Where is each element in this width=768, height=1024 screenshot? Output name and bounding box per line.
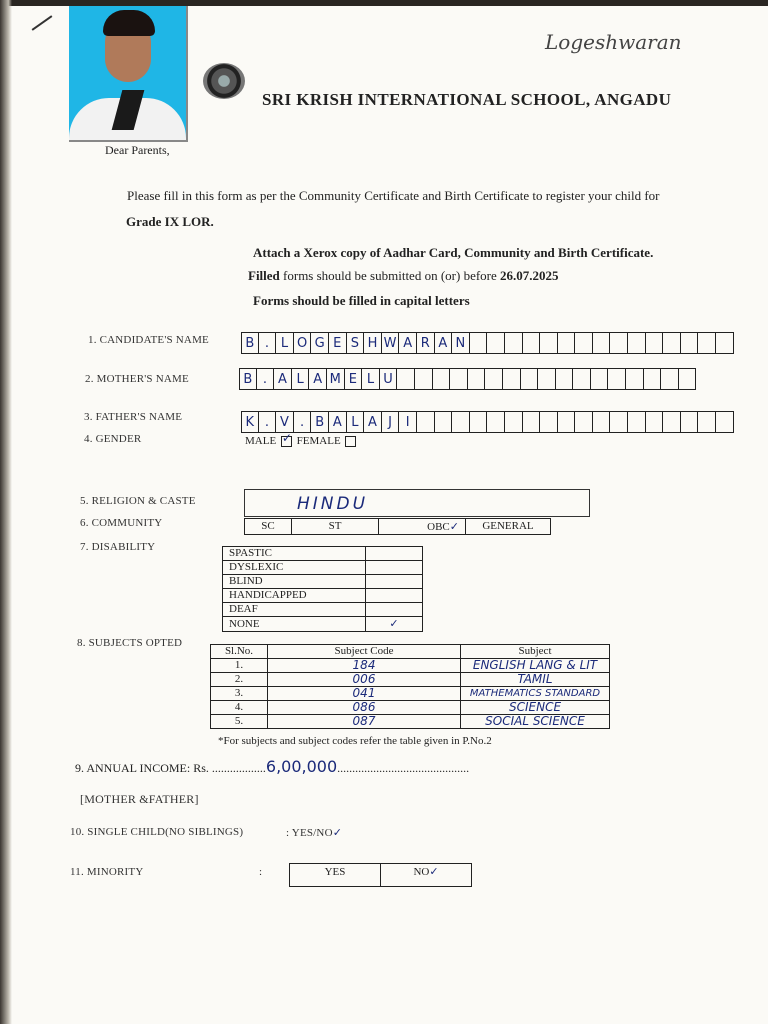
disability-check-cell[interactable] (366, 617, 423, 632)
row-number: 3. (211, 687, 268, 701)
letter-box[interactable] (628, 332, 646, 354)
letter-box[interactable] (626, 368, 644, 390)
disability-option: BLIND (223, 575, 366, 589)
letter-box[interactable] (523, 332, 541, 354)
community-option-selected[interactable]: OBC✓ (379, 519, 466, 535)
letter-box[interactable] (540, 411, 558, 433)
check-icon: ✓ (449, 519, 459, 533)
annual-income-line (75, 757, 469, 776)
disability-check-cell[interactable] (366, 603, 423, 617)
letter-box[interactable]: I (399, 411, 417, 433)
letter-box[interactable]: W (382, 332, 400, 354)
subject-code[interactable]: 041 (268, 687, 461, 701)
letter-box[interactable] (523, 411, 541, 433)
table-row (211, 715, 610, 729)
disability-check-cell[interactable] (366, 561, 423, 575)
letter-box[interactable] (663, 332, 681, 354)
disability-check-cell[interactable] (366, 575, 423, 589)
letter-box[interactable] (608, 368, 626, 390)
candidate-name-label: 1. CANDIDATE'S NAME (88, 334, 209, 346)
letter-box[interactable]: A (309, 368, 327, 390)
letter-box[interactable] (716, 332, 734, 354)
subject-code[interactable]: 086 (268, 701, 461, 715)
letter-box[interactable]: U (380, 368, 398, 390)
community-option[interactable]: GENERAL (466, 519, 551, 535)
letter-box[interactable] (450, 368, 468, 390)
disability-table (222, 546, 423, 632)
letter-box[interactable] (646, 332, 664, 354)
letter-box[interactable] (452, 411, 470, 433)
annual-income-dots: ............................................ (337, 761, 470, 775)
letter-box[interactable] (538, 368, 556, 390)
letter-box[interactable]: L (292, 368, 310, 390)
letter-box[interactable] (505, 332, 523, 354)
letter-box[interactable]: R (417, 332, 435, 354)
gender-options (245, 435, 358, 447)
subjects-header: Sl.No. (211, 645, 268, 659)
letter-box[interactable]: . (257, 368, 275, 390)
letter-box[interactable]: B (311, 411, 329, 433)
disability-label: 7. DISABILITY (80, 541, 156, 553)
disability-option: HANDICAPPED (223, 589, 366, 603)
letter-box[interactable]: N (452, 332, 470, 354)
school-logo-icon (203, 63, 245, 99)
letter-box[interactable] (610, 332, 628, 354)
annual-income-label: 9. ANNUAL INCOME: Rs. .................. (75, 761, 266, 775)
subjects-header: Subject (461, 645, 610, 659)
letter-box[interactable] (485, 368, 503, 390)
letter-box[interactable] (698, 332, 716, 354)
subject-name[interactable]: MATHEMATICS STANDARD (461, 687, 610, 701)
filled-word: Filled (248, 268, 280, 283)
school-name: SRI KRISH INTERNATIONAL SCHOOL, ANGADU (262, 90, 672, 109)
letter-box[interactable] (644, 368, 662, 390)
student-photo (69, 6, 188, 142)
letter-box[interactable]: L (362, 368, 380, 390)
letter-box[interactable]: J (382, 411, 400, 433)
check-icon: ✓ (429, 865, 439, 878)
letter-box[interactable]: M (327, 368, 345, 390)
father-name-field[interactable] (241, 411, 734, 433)
letter-box[interactable] (591, 368, 609, 390)
community-table (244, 518, 551, 535)
female-label: FEMALE (296, 435, 341, 447)
letter-box[interactable] (556, 368, 574, 390)
capital-instruction: Forms should be filled in capital letters (253, 293, 470, 308)
single-child-label: 10. SINGLE CHILD(NO SIBLINGS) (70, 826, 244, 838)
table-row (211, 659, 610, 673)
subjects-table (210, 644, 610, 729)
letter-box[interactable] (470, 411, 488, 433)
letter-box[interactable] (558, 332, 576, 354)
row-number: 5. (211, 715, 268, 729)
row-number: 4. (211, 701, 268, 715)
letter-box[interactable]: L (347, 411, 365, 433)
disability-option: DYSLEXIC (223, 561, 366, 575)
disability-option: NONE (223, 617, 366, 632)
candidate-name-field[interactable] (241, 332, 734, 354)
letter-box[interactable]: E (345, 368, 363, 390)
letter-box[interactable] (679, 368, 697, 390)
row-number: 2. (211, 673, 268, 687)
letter-box[interactable]: B (239, 368, 257, 390)
religion-label: 5. RELIGION & CASTE (80, 495, 196, 507)
pen-mark (32, 15, 53, 30)
letter-box[interactable] (503, 368, 521, 390)
letter-box[interactable] (521, 368, 539, 390)
religion-value: HINDU (297, 494, 369, 514)
letter-box[interactable] (558, 411, 576, 433)
letter-box[interactable] (610, 411, 628, 433)
letter-box[interactable] (661, 368, 679, 390)
letter-box[interactable]: A (399, 332, 417, 354)
letter-box[interactable]: H (364, 332, 382, 354)
subject-name[interactable]: TAMIL (461, 673, 610, 687)
letter-box[interactable]: E (329, 332, 347, 354)
letter-box[interactable] (505, 411, 523, 433)
letter-box[interactable] (397, 368, 415, 390)
intro-line: Please fill in this form as per the Community Certificate and Birth Certificate to register your child for (127, 188, 660, 203)
subject-name[interactable]: ENGLISH LANG & LIT (461, 659, 610, 673)
letter-box[interactable] (487, 332, 505, 354)
letter-box[interactable]: A (364, 411, 382, 433)
row-number: 1. (211, 659, 268, 673)
letter-box[interactable]: B (241, 332, 259, 354)
subjects-header: Subject Code (268, 645, 461, 659)
letter-box[interactable] (540, 332, 558, 354)
annual-income-value[interactable]: 6,00,000 (265, 757, 338, 776)
minority-label: 11. MINORITY (70, 866, 144, 878)
deadline-date: 26.07.2025 (500, 268, 559, 283)
mother-name-field[interactable] (239, 368, 696, 390)
religion-field[interactable] (244, 489, 590, 517)
filled-rest: forms should be submitted on (or) before (283, 268, 497, 283)
letter-box[interactable]: . (294, 411, 312, 433)
letter-box[interactable] (628, 411, 646, 433)
letter-box[interactable] (681, 411, 699, 433)
male-checkbox[interactable] (281, 436, 292, 447)
letter-box[interactable] (593, 411, 611, 433)
subject-name[interactable]: SCIENCE (461, 701, 610, 715)
minority-colon: : (259, 866, 263, 878)
subject-code[interactable]: 006 (268, 673, 461, 687)
subject-name[interactable]: SOCIAL SCIENCE (461, 715, 610, 729)
letter-box[interactable] (681, 332, 699, 354)
letter-box[interactable]: A (435, 332, 453, 354)
check-icon: ✓ (332, 826, 343, 839)
female-checkbox[interactable] (345, 436, 356, 447)
letter-box[interactable] (575, 332, 593, 354)
table-row (211, 701, 610, 715)
letter-box[interactable] (573, 368, 591, 390)
minority-no[interactable]: NO✓ (413, 865, 439, 878)
letter-box[interactable]: A (329, 411, 347, 433)
letter-box[interactable] (487, 411, 505, 433)
letter-box[interactable] (698, 411, 716, 433)
grade-label: Grade IX LOR. (126, 214, 214, 229)
letter-box[interactable] (470, 332, 488, 354)
letter-box[interactable]: V (276, 411, 294, 433)
letter-box[interactable] (716, 411, 734, 433)
letter-box[interactable] (433, 368, 451, 390)
mother-name-label: 2. MOTHER'S NAME (85, 373, 189, 385)
letter-box[interactable] (435, 411, 453, 433)
minority-options (289, 863, 472, 887)
greeting: Dear Parents, (105, 143, 170, 157)
letter-box[interactable]: G (311, 332, 329, 354)
check-icon: ✓ (389, 617, 399, 630)
disability-check-cell[interactable] (366, 547, 423, 561)
page-left-shadow (0, 0, 12, 1024)
letter-box[interactable]: S (347, 332, 365, 354)
letter-box[interactable]: A (274, 368, 292, 390)
subjects-label: 8. SUBJECTS OPTED (77, 637, 183, 649)
community-option[interactable]: ST (292, 519, 379, 535)
letter-box[interactable]: . (259, 411, 277, 433)
letter-box[interactable] (646, 411, 664, 433)
table-row (211, 673, 610, 687)
letter-box[interactable]: K (241, 411, 259, 433)
male-label: MALE (245, 435, 277, 447)
single-child-value[interactable]: : YES/NO✓ (286, 826, 343, 839)
father-name-label: 3. FATHER'S NAME (84, 411, 183, 423)
parent-signature: Logeshwaran (545, 30, 682, 54)
letter-box[interactable] (415, 368, 433, 390)
income-sub-label: [MOTHER &FATHER] (80, 792, 199, 806)
gender-label: 4. GENDER (84, 433, 142, 445)
letter-box[interactable] (575, 411, 593, 433)
disability-option: DEAF (223, 603, 366, 617)
attach-instruction: Attach a Xerox copy of Aadhar Card, Community and Birth Certificate. (253, 245, 654, 260)
letter-box[interactable] (468, 368, 486, 390)
table-row (211, 687, 610, 701)
letter-box[interactable]: O (294, 332, 312, 354)
minority-yes[interactable]: YES (290, 864, 381, 886)
letter-box[interactable]: . (259, 332, 277, 354)
subject-code[interactable]: 184 (268, 659, 461, 673)
disability-check-cell[interactable] (366, 589, 423, 603)
deadline-line (248, 268, 559, 284)
community-label: 6. COMMUNITY (80, 517, 163, 529)
letter-box[interactable]: L (276, 332, 294, 354)
letter-box[interactable] (593, 332, 611, 354)
disability-option: SPASTIC (223, 547, 366, 561)
community-option[interactable]: SC (245, 519, 292, 535)
subjects-note: *For subjects and subject codes refer the table given in P.No.2 (218, 735, 492, 747)
subject-code[interactable]: 087 (268, 715, 461, 729)
letter-box[interactable] (663, 411, 681, 433)
letter-box[interactable] (417, 411, 435, 433)
